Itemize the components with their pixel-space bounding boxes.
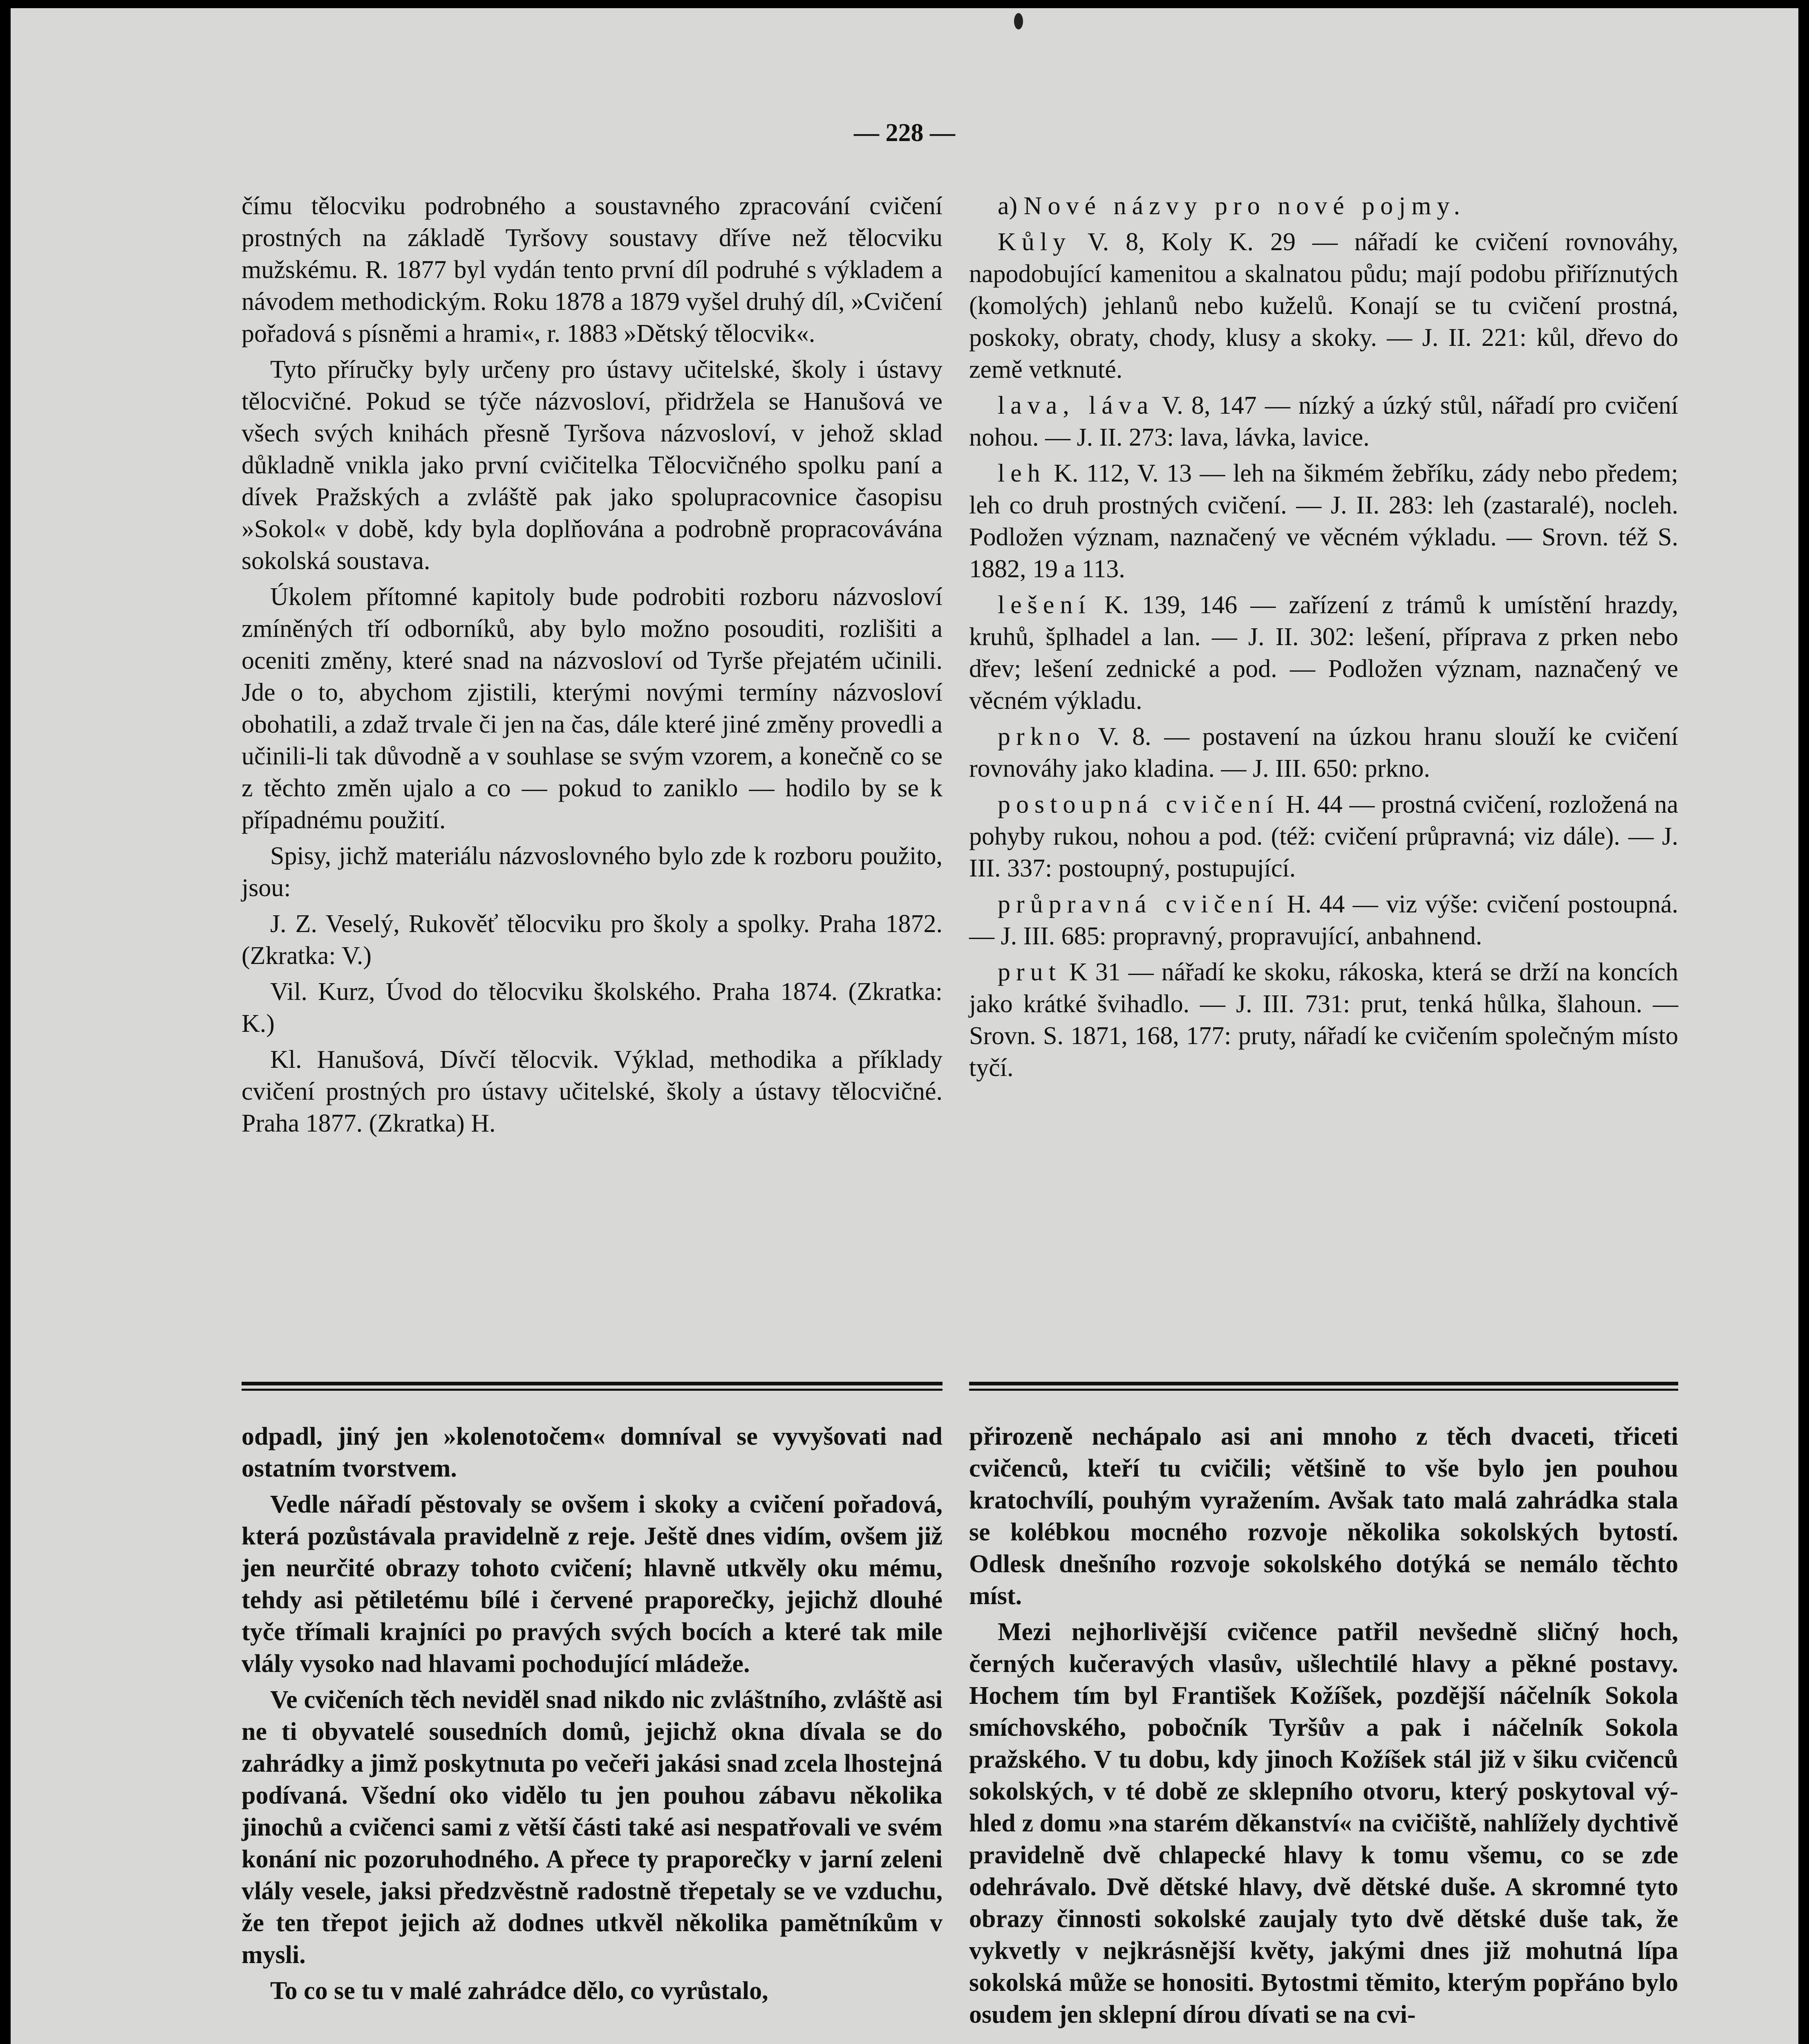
glossary-entry: [969, 589, 1678, 717]
bibliography-item: Vil. Kurz, Úvod do tělocviku školského. Praha 1874. (Zkratka: K.): [242, 978, 943, 1038]
section-divider-left: [242, 1382, 943, 1391]
paragraph: To co se tu v malé zahrádce dělo, co vyrůstalo,: [270, 1977, 768, 2005]
paragraph: přirozeně nechápalo asi ani mnoho z těch dvaceti, třiceti cvičenců, kteří tu cvičili; většině to vše bylo jen pouhou kratochvílí, pouhým vyražením. Avšak tato malá zahrádka stala se kolébkou mocného rozvoje několika sokolských bytostí. Odlesk dnešního rozvoje sokolského dotýká se nemálo těchto míst.: [969, 1423, 1678, 1610]
glossary-term: lešení: [998, 591, 1091, 619]
scan-speck: [1014, 13, 1023, 29]
section-divider-right: [969, 1382, 1678, 1391]
glossary-definition: K. 139, 146 — zařízení z trámů k umístění hrazdy, kruhů, šplhadel a lan. — J. II. 302: lešení, příprava z prken nebo dřev; lešení zednické a pod. — Podložen význam, naznačený ve věcném výkladu.: [969, 591, 1678, 715]
paragraph: Tyto příručky byly určeny pro ústavy učitelské, školy i ústavy tělocvičné. Pokud se týče názvosloví, přidržela se Hanušová ve všech svých knihách přesně Tyršova názvosloví, v jehož sklad důkladně vnikla jako první cvičitelka Tělocvičného spolku paní a dívek Pražských a zvláště pak jako spolupracovnice časopisu »Sokol« v době, kdy byla doplňována a podrobně propracovávána sokolská soustava.: [242, 356, 943, 575]
glossary-entry: [969, 789, 1678, 884]
glossary-definition: K 31 — nářadí ke skoku, rákoska, která se drží na koncích jako krátké švihadlo. — J. III. 731: prut, tenká hůlka, šlahoun. — Srovn. S. 1871, 168, 177: pruty, nářadí ke cvičením společným místo tyčí.: [969, 958, 1678, 1082]
glossary-entry: [969, 721, 1678, 784]
paragraph: Mezi nejhorlivější cvičence patřil nevšedně sličný hoch, černých kučeravých vlasův, ušlechtilé hlavy a pěkné postavy. Hochem tím byl František Kožíšek, pozdější náčelník Sokola smíchovského, pobočník Tyršův a pak i náčelník Sokola pražského. V tu dobu, kdy jinoch Kožíšek stál již v šiku cvičenců sokolských, v té době ze sklepního otvoru, který poskytoval výhled z domu »na starém děkanství« na cvičiště, nahlížely dychtivě pravidelně dvě chlapecké hlavy k tomu všemu, co se zde odehrávalo. Dvě dětské hlavy, dvě dětské duše. A skromné tyto obrazy činnosti sokolské zaujaly tyto dvě dětské duše tak, že vykvetly v nejkrásnější květy, jakými dnes již mohutná lípa sokolská může se honositi. Bytostmi těmito, kterým popřáno bylo osudem jen sklepní dírou dívati se na cvi-: [969, 1618, 1678, 2028]
top-right-column: [969, 190, 1678, 1084]
section-heading-prefix: a): [998, 192, 1024, 220]
glossary-entry: [969, 956, 1678, 1084]
document-page: [11, 8, 1798, 2044]
glossary-definition: V. 8, 147 — nízký a úzký stůl, nářadí pro cvičení nohou. — J. II. 273: lava, lávka, lavice.: [969, 392, 1678, 451]
top-left-column: [242, 190, 943, 1139]
glossary-definition: V. 8, Koly K. 29 — nářadí ke cvičení rovnováhy, napodobující kamenitou a skalnatou půdu; mají podobu přiříznutých (komolých) jehlanů nebo kuželů. Konají se tu cvičení prostná, poskoky, obraty, chody, klusy a skoky. — J. II. 221: kůl, dřevo do země vetknuté.: [969, 228, 1678, 383]
glossary-term: lava, láva: [998, 392, 1154, 419]
glossary-term: Kůly: [998, 228, 1071, 256]
glossary-entry: [969, 457, 1678, 585]
paragraph: čímu tělocviku podrobného a soustavného zpracování cvičení prostných na základě Tyršovy soustavy dříve než tělocviku mužskému. R. 1877 byl vydán tento první díl podruhé s výkladem a návodem methodickým. Roku 1878 a 1879 vyšel druhý díl, »Cvičení pořadová s písněmi a hrami«, r. 1883 »Dětský tělocvik«.: [242, 192, 943, 347]
bottom-left-column: [242, 1421, 943, 2007]
glossary-definition: H. 44 — prostná cvičení, rozložená na pohyby rukou, nohou a pod. (též: cvičení průpravná; viz dále). — J. III. 337: postoupný, postupující.: [969, 791, 1678, 882]
page-number: — 228 —: [854, 119, 955, 147]
paragraph: Spisy, jichž materiálu názvoslovného bylo zde k rozboru použito, jsou:: [242, 842, 943, 902]
glossary-entry: [969, 226, 1678, 385]
bibliography-item: J. Z. Veselý, Rukověť tělocviku pro školy a spolky. Praha 1872. (Zkratka: V.): [242, 910, 943, 970]
glossary-term: postoupná cvičení: [998, 791, 1279, 818]
glossary-definition: K. 112, V. 13 — leh na šikmém žebříku, zády nebo předem; leh co druh prostných cvičení. — J. II. 283: leh (zastaralé), nocleh. Podložen význam, naznačený ve věcném výkladu. — Srovn. též S. 1882, 19 a 113.: [969, 459, 1678, 583]
section-heading-text: Nové názvy pro nové pojmy.: [1023, 192, 1466, 220]
glossary-definition: H. 44 — viz výše: cvičení postoupná. — J. III. 685: propravný, propravující, anbahnend.: [969, 890, 1678, 950]
paragraph: Vedle nářadí pěstovaly se ovšem i skoky a cvičení pořadová, která pozůstávala pravidelně z reje. Ještě dnes vidím, ovšem již jen neurčité obrazy tohoto cvičení; hlavně utkvěly oku mému, tehdy asi pětiletému bílé i červené praporečky, jejichž dlouhé tyče třímali krajníci po pravých svých bocích a které tak mile vlály vysoko nad hlavami pochodující mládeže.: [242, 1490, 943, 1678]
glossary-term: prkno: [998, 723, 1086, 751]
glossary-term: prut: [998, 958, 1061, 986]
bottom-right-column: [969, 1421, 1678, 2031]
glossary-entry: [969, 888, 1678, 952]
glossary-entry: [969, 390, 1678, 453]
paragraph: odpadl, jiný jen »kolenotočem« domníval se vyvyšovati nad ostatním tvorstvem.: [242, 1423, 943, 1482]
glossary-term: průpravná cvičení: [998, 890, 1279, 918]
paragraph: Ve cvičeních těch neviděl snad nikdo nic zvláštního, zvláště asi ne ti obyvatelé sousedních domů, jejichž okna dívala se do zahrádky a jimž poskytnuta po večeři jakási snad zcela lhostejná podívaná. Všední oko vidělo tu jen pouhou zábavu několika jinochů a cvičenci sami z větší části také asi nespatřovali ve svém konání nic pozoruhodného. A přece ty praporečky v jarní zeleni vlály vesele, jaksi předzvěstně radostně třepetaly se ve vzduchu, že ten třepot jejich až dodnes utkvěl několika pamětníkům v mysli.: [242, 1686, 943, 1969]
glossary-term: leh: [998, 459, 1046, 487]
section-heading: [969, 190, 1678, 222]
paragraph: Úkolem přítomné kapitoly bude podrobiti rozboru názvosloví zmíněných tří odborníků, aby bylo možno posouditi, rozlišiti a oceniti změny, které snad na názvosloví od Tyrše přejatém učinili. Jde o to, abychom zjistili, kterými novými termíny názvosloví obohatili, a zdaž trvale či jen na čas, dále které jiné změny provedli a učinili-li tak důvodně a v souhlase se svým vzorem, a konečně co se z těchto změn ujalo a co — pokud to zaniklo — hodilo by se k případnému použití.: [242, 583, 943, 834]
glossary-definition: V. 8. — postavení na úzkou hranu slouží ke cvičení rovnováhy jako kladina. — J. III. 650: prkno.: [969, 723, 1678, 782]
bibliography-item: Kl. Hanušová, Dívčí tělocvik. Výklad, methodika a příklady cvičení prostných pro ústavy učitelské, školy a ústavy tělocvičné. Praha 1877. (Zkratka) H.: [242, 1046, 943, 1137]
